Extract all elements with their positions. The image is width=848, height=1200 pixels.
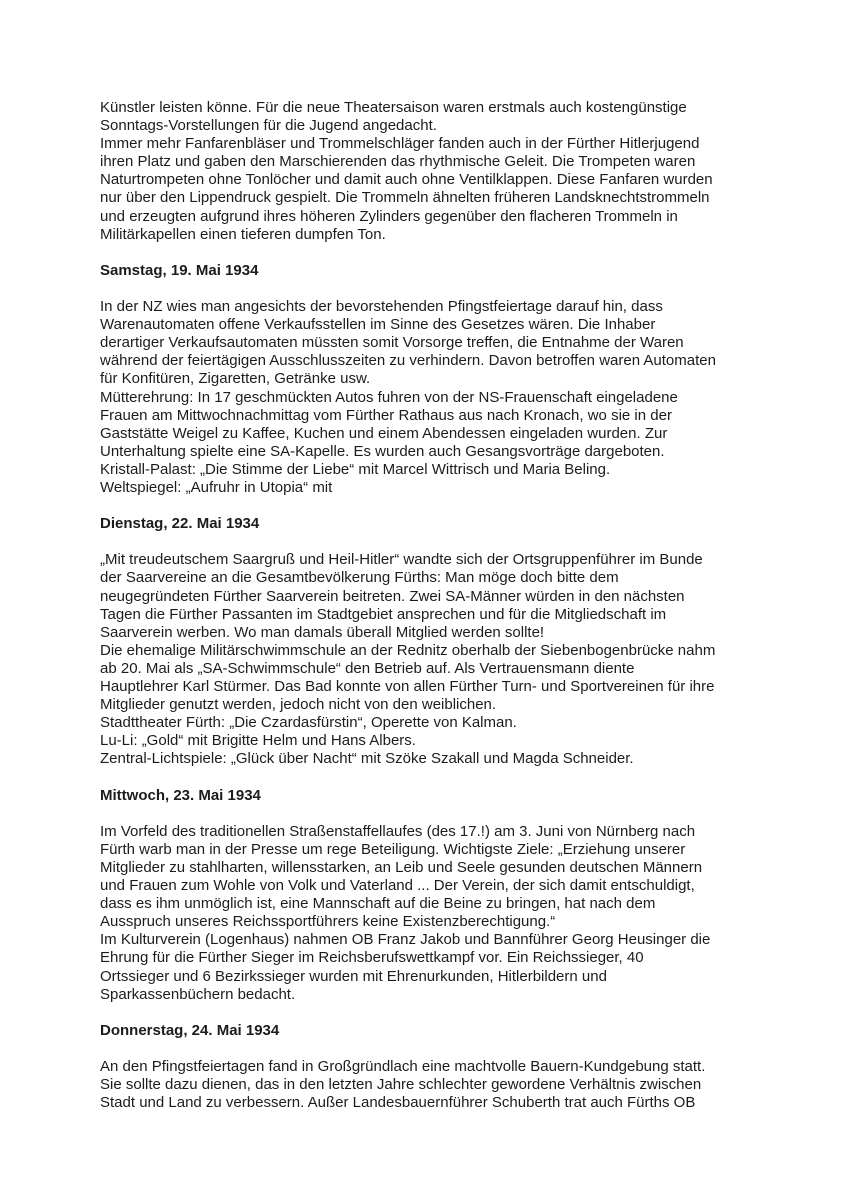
text-line: Sie sollte dazu dienen, das in den letzten Jahre schlechter gewordene Verhältnis zwischen [100,1076,702,1094]
text-line: Saarverein werben. Wo man damals überall Mitglied werden sollte! [100,623,545,641]
section-heading: Samstag, 19. Mai 1934 [100,261,259,279]
text-line: Warenautomaten offene Verkaufsstellen im Sinne des Gesetzes wären. Die Inhaber [100,316,656,334]
text-line: Weltspiegel: „Aufruhr in Utopia“ mit [100,478,333,496]
text-line: Mitglieder genutzt werden, jedoch nicht von den weiblichen. [100,696,497,714]
text-line: Sonntags-Vorstellungen für die Jugend angedacht. [100,117,437,135]
text-line: Stadttheater Fürth: „Die Czardasfürstin“, Operette von Kalman. [100,714,517,732]
text-line: Lu-Li: „Gold“ mit Brigitte Helm und Hans Albers. [100,732,416,750]
text-line: für Konfitüren, Zigaretten, Getränke usw. [100,370,371,388]
text-line: Ehrung für die Fürther Sieger im Reichsberufswettkampf vor. Ein Reichssieger, 40 [100,949,644,967]
text-line: Sparkassenbüchern bedacht. [100,985,296,1003]
text-line: der Saarvereine an die Gesamtbevölkerung Fürths: Man möge doch bitte dem [100,569,619,587]
text-line: Ortssieger und 6 Bezirkssieger wurden mit Ehrenurkunden, Hitlerbildern und [100,967,607,985]
text-line: In der NZ wies man angesichts der bevorstehenden Pfingstfeiertage darauf hin, dass [100,298,663,316]
text-line: Die ehemalige Militärschwimmschule an der Rednitz oberhalb der Siebenbogenbrücke nahm [100,641,716,659]
text-line: Tagen die Fürther Passanten im Stadtgebiet ansprechen und für die Mitgliedschaft im [100,605,667,623]
text-line: Mitglieder zu stahlharten, willensstarken, an Leib und Seele gesunden deutschen Männern [100,858,703,876]
text-line: nur über den Lippendruck gespielt. Die Trommeln ähnelten früheren Landsknechtstrommeln [100,189,710,207]
text-line: Zentral-Lichtspiele: „Glück über Nacht“ mit Szöke Szakall und Magda Schneider. [100,750,634,768]
text-line: Gaststätte Weigel zu Kaffee, Kuchen und einem Abendessen eingeladen wurden. Zur [100,424,668,442]
text-line: ab 20. Mai als „SA-Schwimmschule“ den Betrieb auf. Als Vertrauensmann diente [100,659,635,677]
section-heading: Mittwoch, 23. Mai 1934 [100,786,261,804]
text-line: Stadt und Land zu verbessern. Außer Landesbauernführer Schuberth trat auch Fürths OB [100,1094,696,1112]
text-line: Frauen am Mittwochnachmittag vom Fürther Rathaus aus nach Kronach, wo sie in der [100,406,672,424]
text-line: Künstler leisten könne. Für die neue Theatersaison waren erstmals auch kostengünstige [100,99,687,116]
text-line: Im Kulturverein (Logenhaus) nahmen OB Franz Jakob und Bannführer Georg Heusinger die [100,931,711,949]
text-line: und Frauen zum Wohle von Volk und Vaterland ... Der Verein, der sich damit entschuldigt, [100,877,695,895]
text-line: Ausspruch unseres Reichssportführers keine Existenzberechtigung.“ [100,913,556,931]
section-heading: Dienstag, 22. Mai 1934 [100,515,260,533]
text-line: Fürth warb man in der Presse um rege Beteiligung. Wichtigste Ziele: „Erziehung unserer [100,840,686,858]
text-line: dass es ihm unmöglich ist, eine Mannschaft auf die Beine zu bringen, hat nach dem [100,895,656,913]
section-heading: Donnerstag, 24. Mai 1934 [100,1021,280,1039]
text-line: derartiger Verkaufsautomaten müssten somit Vorsorge treffen, die Entnahme der Waren [100,334,684,352]
text-line: während der feiertägigen Ausschlusszeiten zu verhindern. Davon betroffen waren Automaten [100,352,716,370]
text-line: Mütterehrung: In 17 geschmückten Autos fuhren von der NS-Frauenschaft eingeladene [100,388,678,406]
text-line: Im Vorfeld des traditionellen Straßenstaffellaufes (des 17.!) am 3. Juni von Nürnberg nach [100,822,696,840]
text-line: Hauptlehrer Karl Stürmer. Das Bad konnte von allen Fürther Turn- und Sportvereinen für ihre [100,678,715,695]
text-line: Naturtrompeten ohne Tonlöcher und damit auch ohne Ventilklappen. Diese Fanfaren wurden [100,171,713,189]
document-content [100,99,760,1112]
text-line: Immer mehr Fanfarenbläser und Trommelschläger fanden auch in der Fürther Hitlerjugend [100,135,700,153]
text-line: An den Pfingstfeiertagen fand in Großgründlach eine machtvolle Bauern-Kundgebung statt. [100,1057,706,1075]
text-line: ihren Platz und gaben den Marschierenden das rhythmische Geleit. Die Trompeten waren [100,153,696,171]
text-line: und erzeugten aufgrund ihres höheren Zylinders gegenüber den flacheren Trommeln in [100,207,678,225]
text-line: Kristall-Palast: „Die Stimme der Liebe“ mit Marcel Wittrisch und Maria Beling. [100,460,611,478]
text-line: neugegründeten Fürther Saarverein beitreten. Zwei SA-Männer würden in den nächsten [100,587,685,605]
text-line: Unterhaltung spielte eine SA-Kapelle. Es wurden auch Gesangsvorträge dargeboten. [100,442,665,460]
text-line: Militärkapellen einen tieferen dumpfen Ton. [100,225,386,243]
text-line: „Mit treudeutschem Saargruß und Heil-Hitler“ wandte sich der Ortsgruppenführer im Bunde [100,551,703,569]
